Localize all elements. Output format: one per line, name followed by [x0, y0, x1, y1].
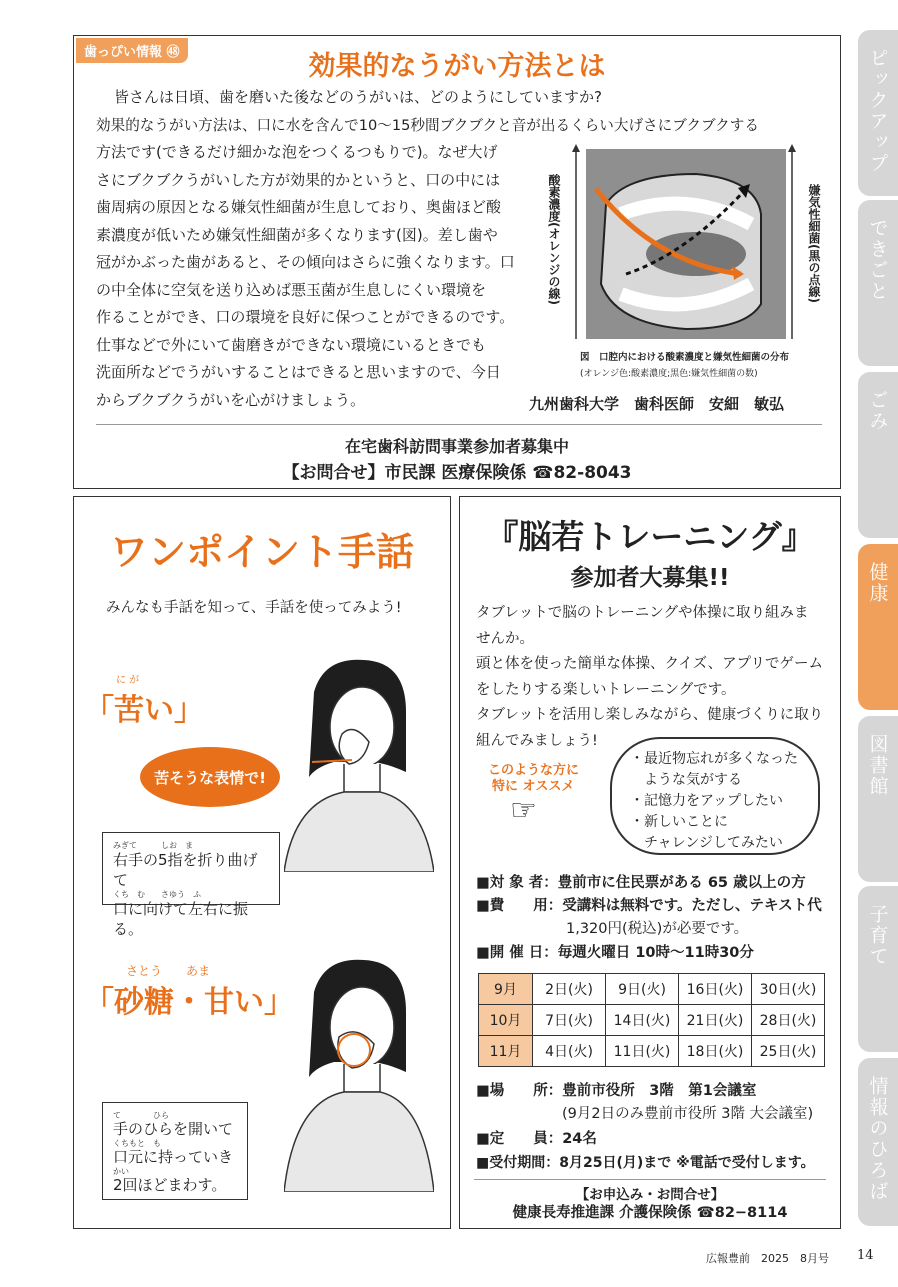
side-tab-3[interactable]: 健康	[858, 544, 898, 710]
intro-line: 組んでみましょう!	[476, 732, 598, 749]
body-line: 仕事などで外にいて歯磨きができない環境にいるときでも	[96, 335, 487, 354]
date-cell: 30日(火)	[752, 974, 825, 1005]
bubble-text: 苦そうな表情で!	[154, 768, 266, 787]
side-tab-4[interactable]: 図書館	[858, 716, 898, 882]
author: 九州歯科大学 歯科医師 安細 敏弘	[529, 395, 785, 413]
pointing-hand-icon: ☞	[510, 793, 537, 828]
word1-ruby: に が	[116, 675, 140, 686]
expression-bubble	[140, 747, 280, 807]
date-cell: 14日(火)	[606, 1005, 679, 1036]
speech-line: ・新しいことに	[630, 814, 728, 830]
intro-line: せんか。	[476, 630, 534, 647]
place-row-1: ■場 所：豊前市役所 3階 第1会議室	[476, 1083, 757, 1099]
body-line: 素濃度が低いため嫌気性細菌が多くなります(図)。差し歯や	[96, 225, 498, 244]
body-line: 作ることができ、口の環境を良好に保つことができるのです。	[96, 308, 515, 326]
date-cell: 18日(火)	[679, 1036, 752, 1067]
brain-divider	[474, 1179, 826, 1180]
divider	[96, 424, 822, 425]
intro-line: タブレットを活用し楽しみながら、健康づくりに取り	[476, 707, 824, 723]
date-cell: 9日(火)	[606, 974, 679, 1005]
speech-line: チャレンジしてみたい	[630, 835, 783, 851]
sign-language-box	[73, 496, 451, 1229]
caption-bitter	[102, 832, 280, 938]
desc1-ruby2: くち む さゆう ふ	[113, 890, 201, 899]
apply-label: 【お申込み・お問合せ】	[575, 1187, 725, 1203]
desc2-line2: 口元に持っていき	[113, 1148, 234, 1166]
intro-line-2: 効果的なうがい方法は、口に水を含んで10～15秒間ブクブクと音が出るくらい大げさにブクブクする	[96, 117, 759, 134]
body-line: 歯周病の原因となる嫌気性細菌が生息しており、奥歯ほど酸	[96, 198, 502, 216]
body-line: の中全体に空気を送り込めば悪玉菌が生息しにくい環境を	[96, 280, 487, 299]
date-cell: 21日(火)	[679, 1005, 752, 1036]
capacity-row: ■定 員：24名	[476, 1131, 597, 1147]
brain-title: 『脳若トレーニング』	[485, 517, 815, 556]
side-tab-6[interactable]: 情報のひろば	[858, 1058, 898, 1226]
recruit-notice: 在宅歯科訪問事業参加者募集中	[344, 437, 569, 456]
body-line: 方法です(できるだけ細かな泡をつくるつもりで)。なぜ大げ	[96, 143, 498, 161]
schedule-table	[478, 973, 825, 1067]
desc2-line1: 手のひらを開いて	[113, 1120, 234, 1138]
schedule-row	[479, 1036, 825, 1067]
month-cell: 9月	[479, 974, 533, 1005]
intro-line: 頭と体を使った簡単な体操、クイズ、アプリでゲーム	[476, 656, 823, 672]
date-cell: 4日(火)	[533, 1036, 606, 1067]
speech-line: ・最近物忘れが多くなった	[630, 751, 798, 767]
desc1-ruby1: みぎて しお ま	[113, 841, 193, 850]
sign-subtitle: みんなも手話を知って、手話を使ってみよう!	[106, 600, 402, 616]
word2-ruby: さとう あま	[126, 964, 211, 978]
date-cell: 28日(火)	[752, 1005, 825, 1036]
schedule-row: ■開 催 日：毎週火曜日 10時～11時30分	[476, 945, 754, 961]
schedule-row	[479, 974, 825, 1005]
date-cell: 7日(火)	[533, 1005, 606, 1036]
body-line: からブクブクうがいを心がけましょう。	[96, 390, 366, 409]
article-title: 効果的なうがい方法とは	[308, 51, 606, 82]
side-tab-2[interactable]: ごみ	[858, 372, 898, 538]
publication-name: 広報豊前 2025 8月号	[706, 1252, 829, 1265]
page-number: 14	[857, 1248, 874, 1263]
fee-row-1: ■費 用：受講料は無料です。ただし、テキスト代	[476, 898, 822, 914]
speech-line: ・記憶力をアップしたい	[630, 793, 784, 809]
schedule-row	[479, 1005, 825, 1036]
figure-left-label: 酸素濃度(オレンジの線)	[547, 174, 561, 305]
contact-line: 【お問合せ】市民課 医療保険係 ☎82-8043	[282, 463, 632, 483]
date-cell: 2日(火)	[533, 974, 606, 1005]
brain-intro	[476, 601, 836, 754]
intro-line: タブレットで脳のトレーニングや体操に取り組みま	[476, 605, 809, 621]
speech-line: ような気がする	[630, 772, 742, 788]
desc2-ruby3: かい	[113, 1167, 129, 1176]
side-tab-0[interactable]: ピックアップ	[858, 30, 898, 196]
sign-title: ワンポイント手話	[109, 530, 414, 574]
place-row-2: (9月2日のみ豊前市役所 3階 大会議室)	[562, 1106, 814, 1122]
fee-row-2: 1,320円(税込)が必要です。	[566, 921, 749, 937]
recommend-label-2: 特に オススメ	[492, 779, 575, 794]
desc2-ruby1: て ひら	[113, 1111, 169, 1120]
dental-article	[73, 35, 841, 489]
side-tab-1[interactable]: できごと	[858, 200, 898, 366]
figure-right-label: 嫌気性細菌(黒の点線)	[807, 184, 821, 303]
month-cell: 11月	[479, 1036, 533, 1067]
body-line: さにブクブクうがいした方が効果的かというと、口の中には	[96, 170, 501, 189]
recommend-label-1: このような方に	[488, 763, 580, 778]
apply-contact: 健康長寿推進課 介護保険係 ☎82−8114	[512, 1205, 788, 1221]
intro-line: をしたりする楽しいトレーニングです。	[476, 681, 736, 698]
oral-figure	[544, 144, 824, 386]
mouth-illustration	[566, 144, 800, 344]
side-tab-5[interactable]: 子育て	[858, 886, 898, 1052]
desc1-line2: 口に向けて左右に振る。	[113, 900, 249, 938]
month-cell: 10月	[479, 1005, 533, 1036]
date-cell: 25日(火)	[752, 1036, 825, 1067]
corner-label: 歯っぴい情報 ㊽	[76, 38, 188, 63]
body-line: 洗面所などでうがいすることはできると思いますので、今日	[96, 363, 501, 381]
desc2-ruby2: くちもと も	[113, 1139, 161, 1148]
intro-line-1: 皆さんは日頃、歯を磨いた後などのうがいは、どのようにしていますか?	[114, 88, 602, 106]
date-cell: 11日(火)	[606, 1036, 679, 1067]
target-row: ■対 象 者：豊前市に住民票がある 65 歳以上の方	[476, 875, 806, 891]
desc2-line3: 2回ほどまわす。	[113, 1176, 227, 1194]
body-line: 冠がかぶった歯があると、その傾向はさらに強くなります。口	[96, 253, 515, 271]
deadline-row: ■受付期間：8月25日(月)まで ※電話で受付します。	[476, 1155, 815, 1171]
figure-caption-1: 図 口腔内における酸素濃度と嫌気性細菌の分布	[580, 352, 790, 363]
article-body	[96, 139, 556, 414]
brain-training-box	[459, 496, 841, 1229]
word-sugar-sweet: 「砂糖・甘い」	[84, 985, 294, 1020]
recommend-speech-bubble	[610, 737, 820, 855]
woman-illustration-sweet	[284, 952, 434, 1192]
figure-caption-2: (オレンジ色:酸素濃度;黒色:嫌気性細菌の数)	[580, 369, 758, 379]
caption-sweet	[102, 1102, 248, 1200]
desc1-line1: 右手の5指を折り曲げて	[113, 851, 258, 889]
woman-illustration-bitter	[284, 652, 434, 872]
word-bitter: 「苦い」	[84, 693, 204, 728]
brain-subtitle: 参加者大募集!!	[570, 565, 730, 591]
date-cell: 16日(火)	[679, 974, 752, 1005]
